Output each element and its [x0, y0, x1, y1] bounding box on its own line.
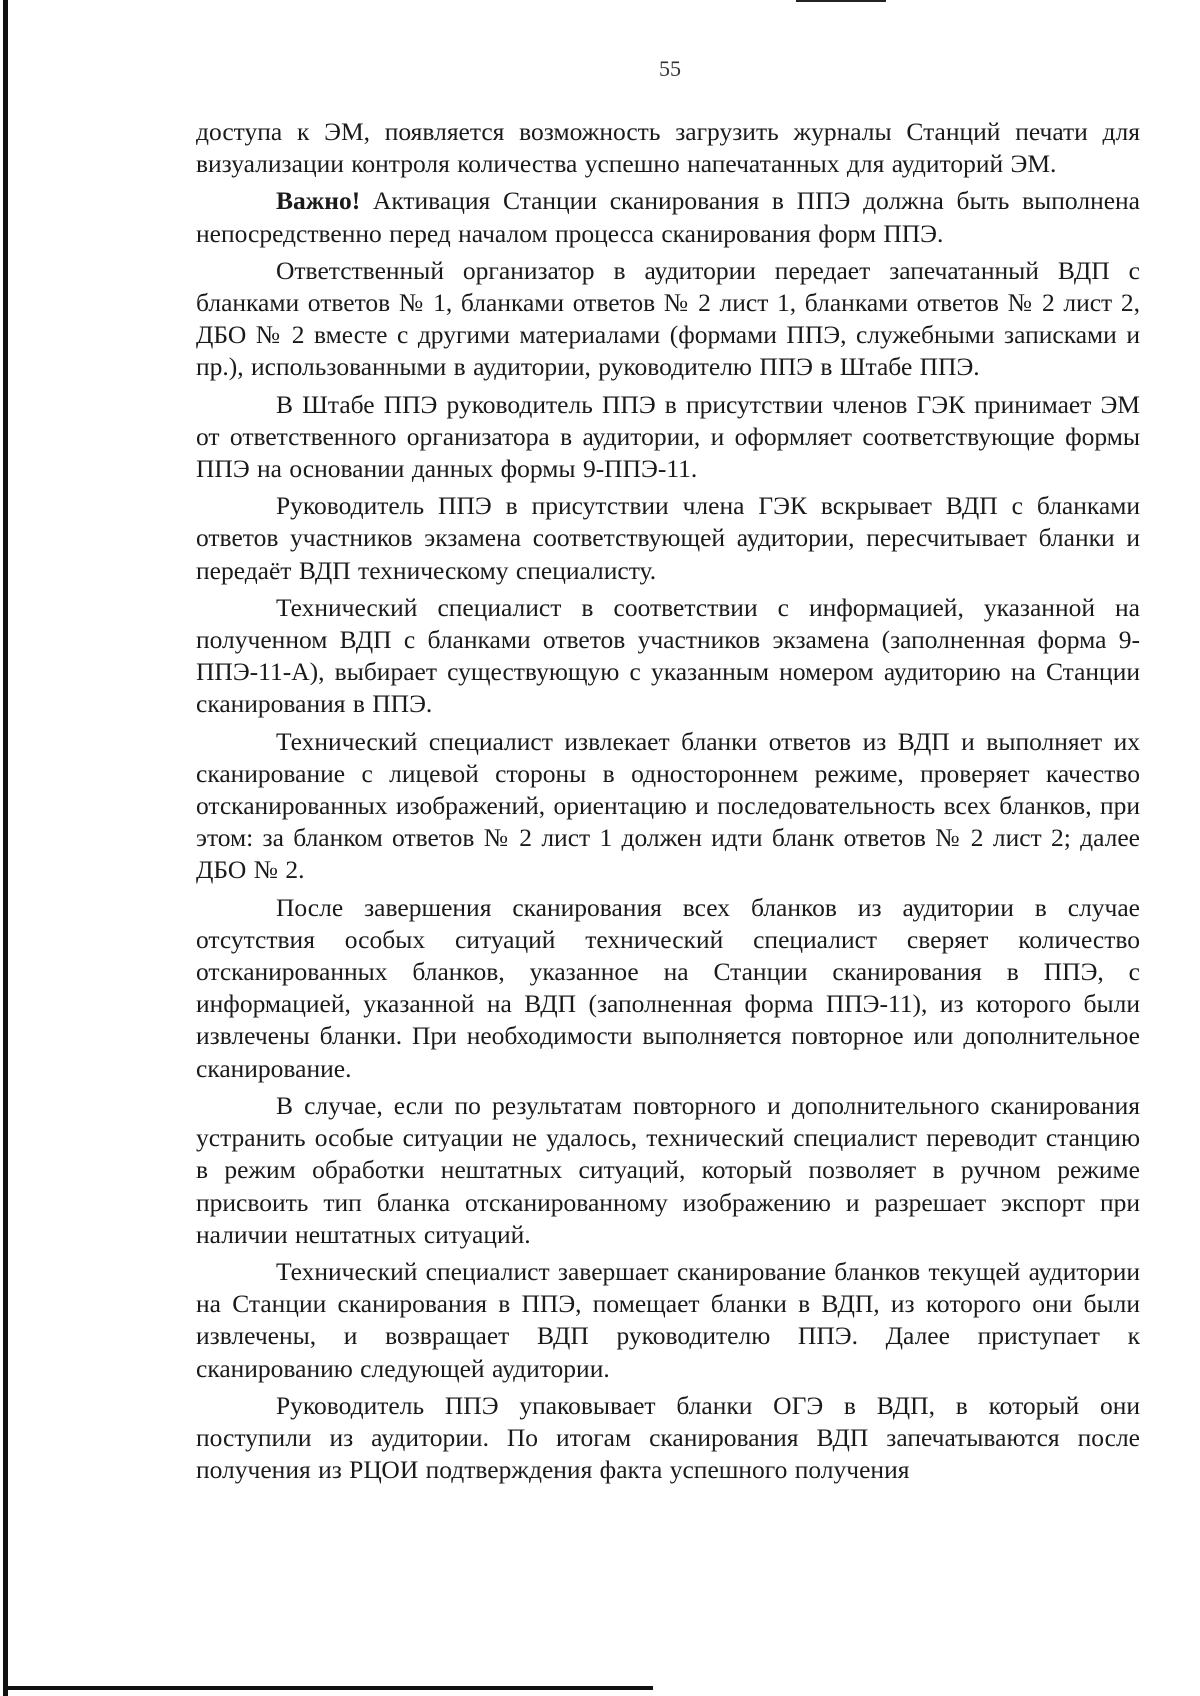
paragraph-text: После завершения сканирования всех бланков из аудитории в случае отсутствия особых ситуаций технический специалист сверяет количество отсканированных бланков, указанное на Станции сканирования в ППЭ, с информацией, указанной на ВДП (заполненная форма ППЭ-11), из которого были извлечены бланки. При необходимости выполняется повторное или дополнительное сканирование. — [196, 892, 1140, 1083]
paragraph-text: В случае, если по результатам повторного и дополнительного сканирования устранить особые ситуации не удалось, технический специалист переводит станцию в режим обработки нештатных ситуаций, который позволяет в ручном режиме присвоить тип бланка отсканированному изображению и разрешает экспорт при наличии нештатных ситуаций. — [196, 1090, 1140, 1249]
paragraph-5 — [196, 490, 1140, 587]
paragraph-6 — [196, 592, 1140, 721]
paragraph-text: Руководитель ППЭ в присутствии члена ГЭК вскрывает ВДП с бланками ответов участников экзамена соответствующей аудитории, пересчитывает бланки и передаёт ВДП техническому специалисту. — [196, 491, 1140, 585]
paragraph-text: Технический специалист извлекает бланки ответов из ВДП и выполняет их сканирование с лицевой стороны в одностороннем режиме, проверяет качество отсканированных изображений, ориентацию и последовательность всех бланков, при этом: за бланком ответов № 2 лист 1 должен идти бланк ответов № 2 лист 2; далее ДБО № 2. — [196, 726, 1140, 885]
scan-mark-top — [796, 0, 886, 2]
paragraph-4 — [196, 389, 1140, 486]
paragraph-text: В Штабе ППЭ руководитель ППЭ в присутствии членов ГЭК принимает ЭМ от ответственного организатора в аудитории, и оформляет соответствующие формы ППЭ на основании данных формы 9-ППЭ-11. — [196, 389, 1140, 484]
scan-border-left — [3, 0, 8, 1696]
paragraph-11 — [196, 1390, 1140, 1487]
paragraph-text: Активация Станции сканирования в ППЭ должна быть выполнена непосредственно перед началом процесса сканирования форм ППЭ. — [196, 186, 1140, 248]
document-body — [196, 116, 1140, 1491]
paragraph-1 — [196, 116, 1140, 180]
paragraph-9 — [196, 1090, 1140, 1251]
paragraph-text: доступа к ЭМ, появляется возможность загрузить журналы Станций печати для визуализации контроля количества успешно напечатанных для аудиторий ЭМ. — [196, 117, 1140, 179]
paragraph-10 — [196, 1256, 1140, 1385]
paragraph-8 — [196, 892, 1140, 1085]
important-label: Важно! — [276, 186, 361, 216]
paragraph-text: Ответственный организатор в аудитории передает запечатанный ВДП с бланками ответов № 1, бланками ответов № 2 лист 1, бланками ответов № 2 лист 2, ДБО № 2 вместе с другими материалами (формами ППЭ, служебными записками и пр.), использованными в аудитории, руководителю ППЭ в Штабе ППЭ. — [196, 255, 1140, 382]
paragraph-2 — [196, 185, 1140, 249]
scan-border-bottom — [3, 1686, 653, 1690]
paragraph-text: Технический специалист в соответствии с информацией, указанной на полученном ВДП с бланками ответов участников экзамена (заполненная форма 9-ППЭ-11-А), выбирает существующую с указанным номером аудиторию на Станции сканирования в ППЭ. — [196, 592, 1140, 719]
page-number: 55 — [659, 56, 681, 81]
paragraph-text: Технический специалист завершает сканирование бланков текущей аудитории на Станции сканирования в ППЭ, помещает бланки в ВДП, из которого они были извлечены, и возвращает ВДП руководителю ППЭ. Далее приступает к сканированию следующей аудитории. — [196, 1256, 1140, 1383]
paragraph-3 — [196, 255, 1140, 384]
paragraph-text: Руководитель ППЭ упаковывает бланки ОГЭ в ВДП, в который они поступили из аудитории. По итогам сканирования ВДП запечатываются после получения из РЦОИ подтверждения факта успешного получения — [196, 1390, 1140, 1485]
paragraph-7 — [196, 726, 1140, 887]
